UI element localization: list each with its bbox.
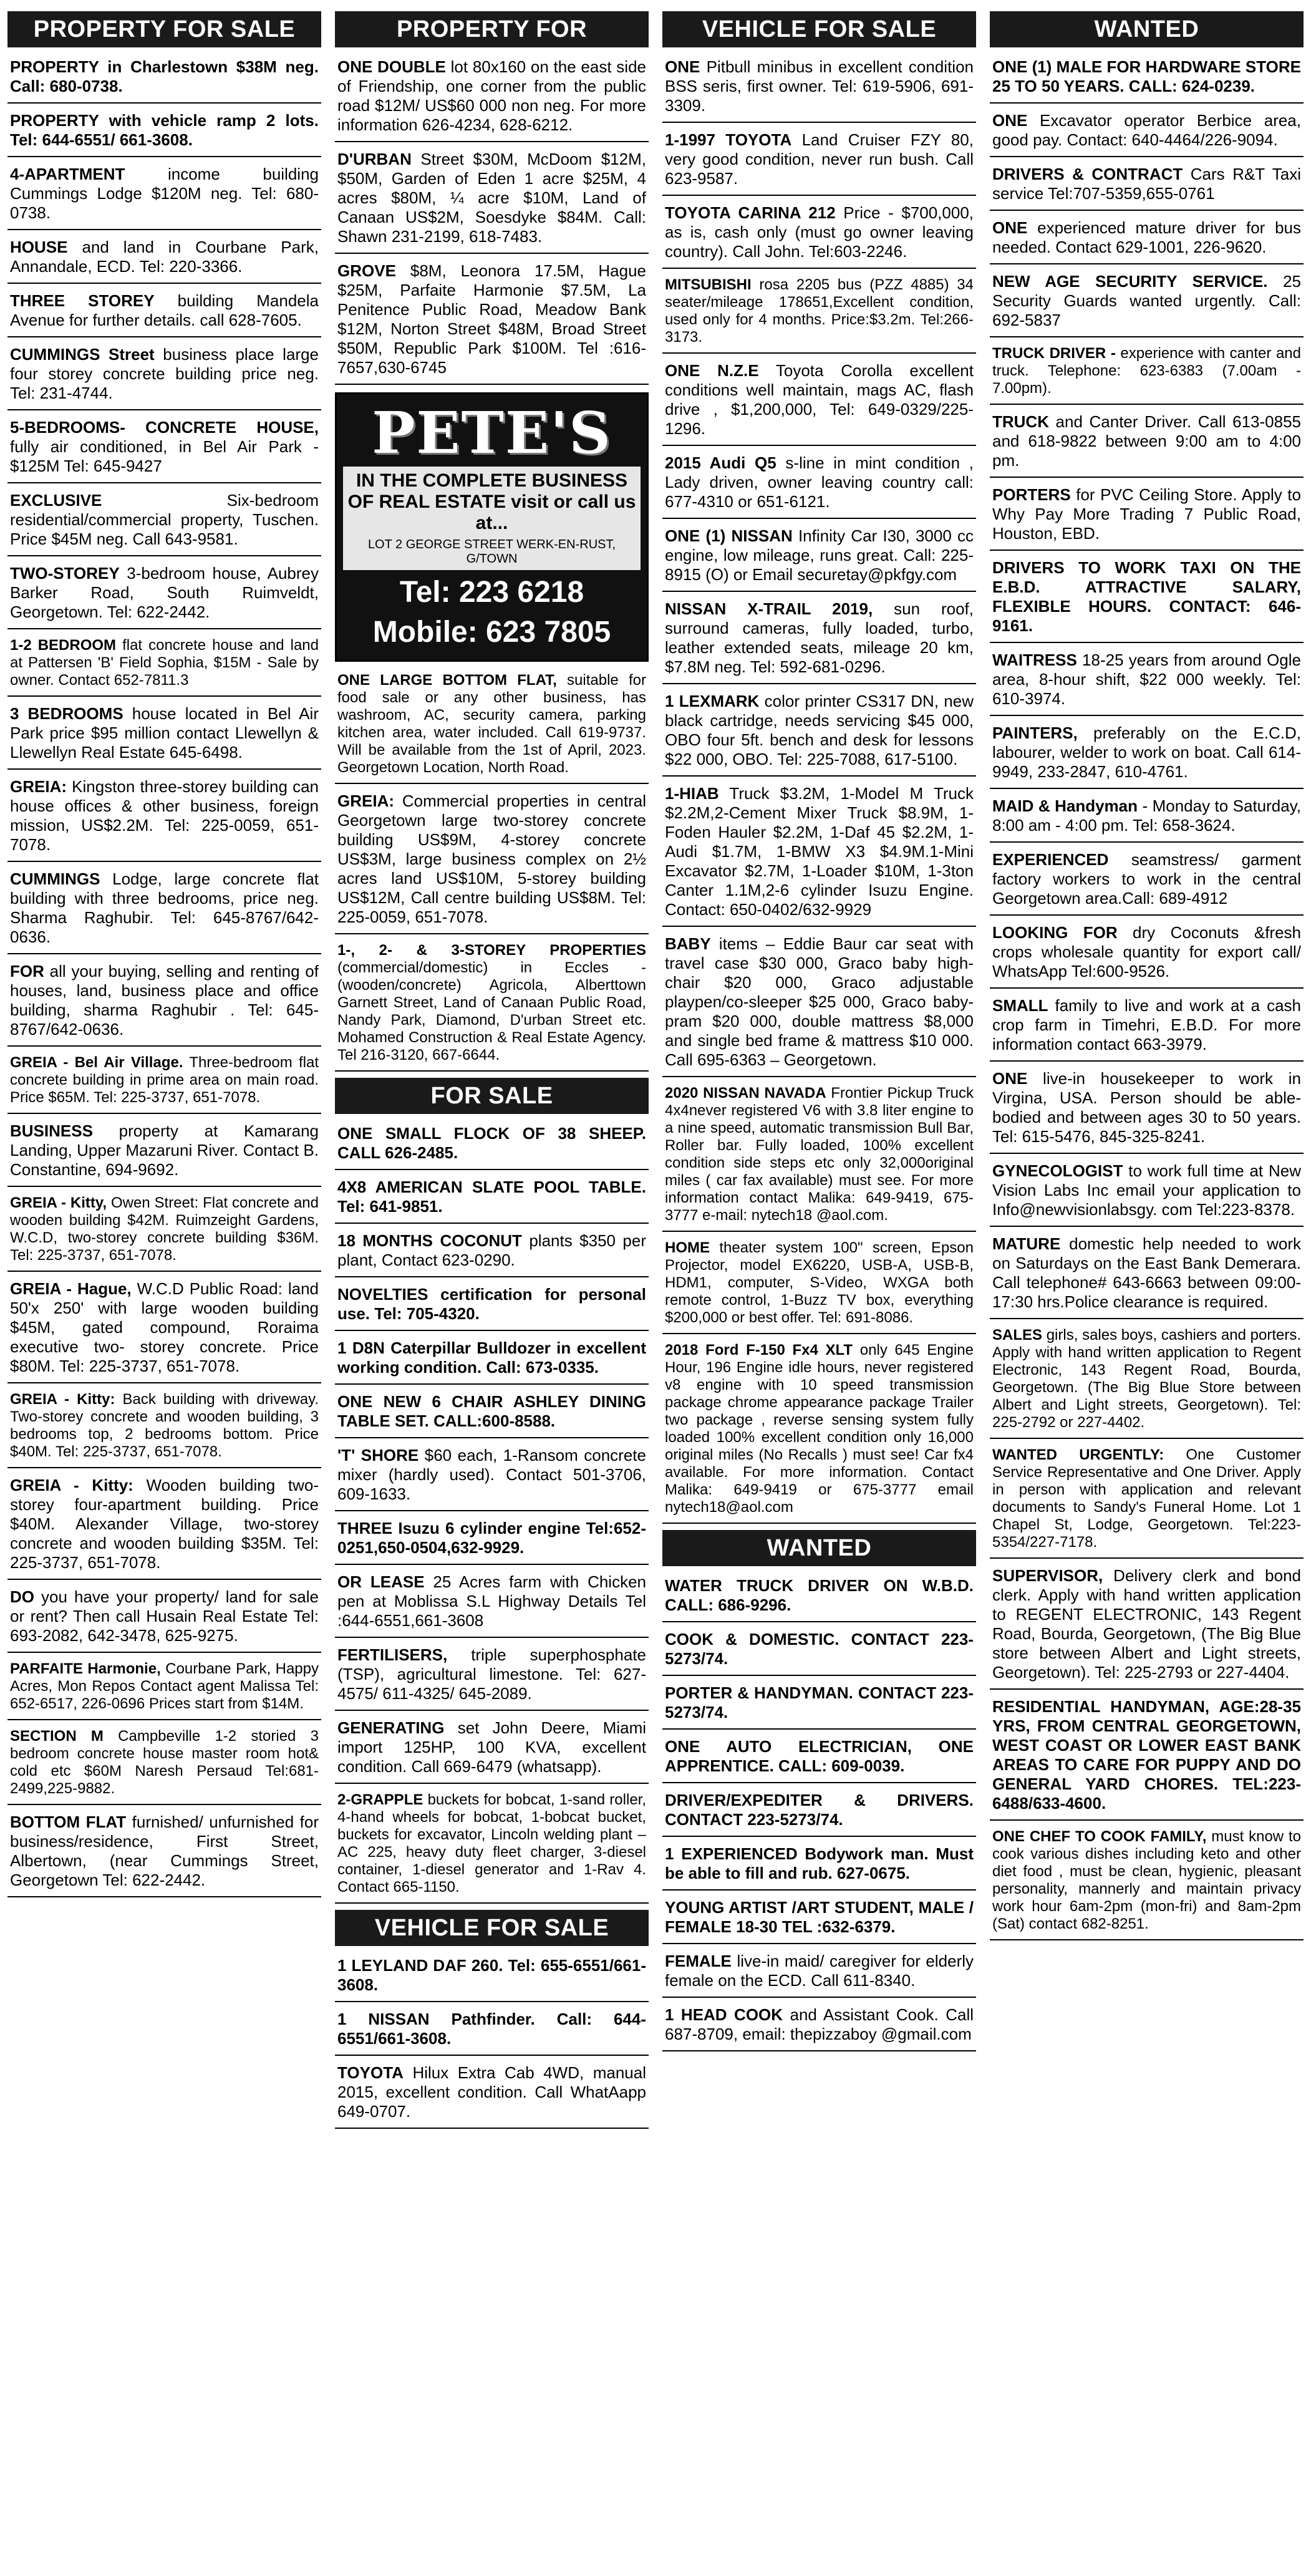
classified-ad	[662, 1236, 976, 1334]
ad-body: preferably on the E.C.D, labourer, welder to work on boat. Call 614-9949, 233-2847, 610-4761.	[992, 724, 1301, 781]
classified-ad	[662, 1081, 976, 1232]
ad-body: Owen Street: Flat concrete and wooden building $42M. Ruimzeight Gardens, W.C.D, two-storey concrete building $36M. Tel: 225-3737, 651-7078.	[10, 1194, 319, 1264]
ad-body: color printer CS317 DN, new black cartridge, needs servicing $45 000, OBO four 5ft. bench and desk for lessons $22 000, OBO. Tel: 225-7088, 617-5100.	[665, 692, 974, 768]
ad-lead: 3 BEDROOMS	[10, 704, 123, 723]
ad-lead: 1 LEYLAND DAF 260. Tel: 655-6551/661-3608.	[337, 1956, 646, 1994]
classified-ad	[7, 1118, 321, 1187]
classified-ad	[662, 931, 976, 1077]
ad-body: Land Cruiser FZY 80, very good condition, never run bush. Call 623-9587.	[665, 130, 974, 188]
ad-body: (commercial/domestic) in Eccles - (wooden/concrete) Agricola, Alberttown Garnett Street, Land of Canaan Public Road, Nandy Park, Diamond, D'urban Street etc. Mohamed Construction & Real Estate Agency. Tel 216-3120, 667-6644.	[337, 959, 646, 1063]
ad-lead: ONE SMALL FLOCK OF 38 SHEEP. CALL 626-2485.	[337, 1124, 646, 1162]
ad-lead: 1 D8N Caterpillar Bulldozer in excellent working condition. Call: 673-0335.	[337, 1339, 646, 1377]
ad-body: 25 Security Guards wanted urgently. Call: 692-5837	[992, 272, 1301, 329]
ad-lead: WANTED URGENTLY:	[992, 1446, 1164, 1463]
ad-body: Hilux Extra Cab 4WD, manual 2015, excellent condition. Call WhatAapp 649-0707.	[337, 2063, 646, 2121]
classified-ad	[7, 773, 321, 862]
classified-ad	[662, 1787, 976, 1837]
ad-body: lot 80x160 on the east side of Friendship, one corner from the public road $12M/ US$60 000 non neg. For more information 626-4234, 628-6212.	[337, 57, 647, 134]
ad-body: Toyota Corolla excellent conditions well maintain, mags AC, flash drive , $1,200,000, Tel: 649-0329/225-1296.	[665, 361, 974, 438]
classified-ad	[662, 523, 976, 592]
classified-ad	[662, 1626, 976, 1676]
ad-lead: ONE (1) MALE FOR HARDWARE STORE 25 TO 50 YEARS. CALL: 624-0239.	[992, 57, 1301, 95]
ad-lead: 'T' SHORE	[337, 1446, 419, 1465]
classified-ad	[335, 1569, 649, 1638]
classified-ad	[335, 258, 649, 385]
classified-ad	[7, 1050, 321, 1114]
ad-lead: BABY	[665, 934, 711, 953]
ad-body: theater system 100" screen, Epson Projector, model EX6220, USB-A, USB-B, HDM1, computer, S-Video, WXGA both remote control, 1-Buzz TV box, everything $200,000 or best offer. Tel: 691-8086.	[665, 1239, 974, 1326]
classified-ad	[662, 450, 976, 519]
ad-body: seamstress/ garment factory workers to work in the central Georgetown area.Call: 689-4912	[992, 850, 1301, 908]
classified-ad	[7, 866, 321, 954]
section-header: VEHICLE FOR SALE	[662, 11, 976, 47]
ad-body: and Assistant Cook. Call 687-8709, email: thepizzaboy @gmail.com	[665, 2005, 974, 2043]
section-header: PROPERTY FOR	[335, 11, 649, 47]
classified-ad	[990, 1443, 1304, 1559]
classified-ad	[335, 1120, 649, 1170]
ad-body: Price - $700,000, as is, cash only (must go owner leaving country). Call John. Tel:603-2246.	[665, 203, 974, 261]
ad-lead: NISSAN X-TRAIL 2019,	[665, 599, 873, 618]
classified-ad	[7, 1809, 321, 1897]
ad-body: experience with canter and truck. Telephone: 623-6383 (7.00am - 7.00pm).	[992, 345, 1301, 397]
classified-ad	[335, 2006, 649, 2056]
ad-body: $8M, Leonora 17.5M, Hague $25M, Parfaite Harmonie $7.5M, La Penitence Public Road, Meadow Bank $12M, Norton Street $48M, Broad Street $50M, Republic Park $100M. Tel :616-7657,630-6745	[337, 261, 646, 377]
classified-ad	[7, 958, 321, 1047]
ad-lead: YOUNG ARTIST /ART STUDENT, MALE / FEMALE 18-30 TEL :632-6379.	[665, 1898, 974, 1936]
classified-ad	[335, 2060, 649, 2129]
ad-body: Truck $3.2M, 1-Model M Truck $2.2M,2-Cement Mixer Truck $8.9M, 1-Foden Hauler $2.2M, 1-Daf 45 $2.2M, 1-Audi $1.7M, 1-BMW X3 $4.9M.1-Mini Excavator $2.7M, 1-Loader $10M, 1-3ton Canter 1.1M,2-6 cylinder Isuzu Engine. Contact: 650-0402/632-9929	[665, 784, 974, 919]
ad-lead: GREIA - Kitty:	[10, 1476, 133, 1494]
ad-body: Cars R&T Taxi service Tel:707-5359,655-0761	[992, 165, 1301, 203]
ad-lead: BUSINESS	[10, 1121, 93, 1140]
ad-lead: 1-HIAB	[665, 784, 719, 803]
ad-body: flat concrete house and land at Pattersen 'B' Field Sophia, $15M - Sale by owner. Contact 652-7811.3	[10, 637, 319, 689]
ad-lead: GROVE	[337, 261, 396, 280]
column-3	[662, 9, 976, 2576]
classified-ad	[990, 919, 1304, 989]
section-header: WANTED	[662, 1530, 976, 1566]
ad-body: 18-25 years from around Ogle area, 8-hour shift, $22 000 weekly. Tel: 610-3974.	[992, 651, 1301, 708]
ad-lead: GREIA - Hague,	[10, 1279, 132, 1298]
ad-body: fully air conditioned, in Bel Air Park - $125M Tel: 645-9427	[10, 437, 319, 475]
ad-lead: OR LEASE	[337, 1572, 425, 1591]
classified-ad	[662, 54, 976, 123]
ad-lead: DO	[10, 1587, 34, 1606]
ad-lead: ONE	[665, 57, 700, 76]
classified-ad	[335, 1952, 649, 2002]
ad-lead: 1 LEXMARK	[665, 692, 760, 710]
ad-lead: PORTERS	[992, 485, 1071, 504]
ad-body: items – Eddie Baur car seat with travel case $30 000, Graco baby high-chair $20 000, Graco adjustable playpen/co-sleeper $25 000, Graco baby-pram $20 000, double mattress $8,000 and single bed frame & mattress $10 000. Call 695-6363 – Georgetown.	[665, 934, 974, 1069]
classified-ad	[335, 1227, 649, 1277]
ad-body: dry Coconuts &fresh crops wholesale quantity for export call/ WhatsApp Tel:600-9526.	[992, 923, 1301, 981]
ad-body: only 645 Engine Hour, 196 Engine idle hours, never registered v8 engine with 10 speed transmission package chrome appearance package Trailer two package , reverse sensing system fully loaded 100% excellent condition only 16,000 original miles (No Recalls ) must see! Car fx4 available. For more information. Contact Malika: 649-9419 or 675-3777 email nytech18@aol.com	[665, 1342, 974, 1516]
ad-lead: FEMALE	[665, 1952, 732, 1970]
classified-ad	[7, 107, 321, 157]
ad-lead: LOOKING FOR	[992, 923, 1118, 942]
ad-lead: ONE	[992, 218, 1028, 237]
ad-lead: D'URBAN	[337, 150, 412, 168]
ad-lead: MITSUBISHI	[665, 276, 752, 293]
classified-ad	[990, 54, 1304, 104]
ad-body: set John Deere, Miami import 125HP, 100 KVA, excellent condition. Call 669-6479 (whatsapp).	[337, 1718, 646, 1776]
ad-lead: NOVELTIES certification for personal use. Tel: 705-4320.	[337, 1285, 646, 1323]
ad-lead: PORTER & HANDYMAN. CONTACT 223-5273/74.	[665, 1683, 974, 1721]
section-header: PROPERTY FOR SALE	[7, 11, 321, 47]
logo-brand: PETE'S	[372, 399, 612, 467]
ad-lead: FOR	[10, 962, 44, 981]
ad-lead: SMALL	[992, 996, 1048, 1015]
classified-ad	[7, 1584, 321, 1653]
ad-lead: TWO-STOREY	[10, 564, 120, 583]
ad-lead: MAID & Handyman	[992, 797, 1138, 815]
ad-body: live-in maid/ caregiver for elderly female on the ECD. Call 611-8340.	[665, 1952, 974, 1990]
classified-ad	[335, 1388, 649, 1438]
classified-ad	[335, 146, 649, 254]
ad-body: Pitbull minibus in excellent condition BSS seris, first owner. Tel: 619-5906, 691-3309.	[665, 57, 974, 115]
ad-body: girls, sales boys, cashiers and porters. Apply with hand written application to Regent Electronic, 143 Regent Road, Bourda, Georgetown. (The Big Blue Store between Albert and Light streets, Georgetown). Tel: 225-2792 or 227-4402.	[992, 1327, 1301, 1431]
ad-body: and Canter Driver. Call 613-0855 and 618-9822 between 9:00 am to 4:00 pm.	[992, 412, 1301, 470]
ad-body: plants $350 per plant, Contact 623-0290.	[337, 1231, 646, 1269]
ad-body: Infinity Car I30, 3000 cc engine, low mileage, runs great. Call: 225-8915 (O) or Email securetay@pkfgy.com	[665, 526, 974, 584]
ad-lead: 2018 Ford F-150 Fx4 XLT	[665, 1342, 853, 1358]
ad-body: income building Cummings Lodge $120M neg. Tel: 680-0738.	[10, 165, 319, 222]
classified-ad	[662, 1338, 976, 1524]
ad-lead: GREIA - Kitty,	[10, 1194, 107, 1211]
ad-lead: BOTTOM FLAT	[10, 1813, 127, 1831]
ad-body: Delivery clerk and bond clerk. Apply with hand written application to REGENT ELECTRONIC, 143 Regent Road, Bourda, Georgetown, (The Big Blue store between Albert and Light streets, Georgetown). Tel: 225-2793 or 227-4404.	[992, 1566, 1301, 1682]
ad-lead: CUMMINGS Street	[10, 345, 155, 364]
classified-ad	[990, 161, 1304, 211]
classified-ad	[990, 409, 1304, 478]
ad-body: 3-bedroom house, Aubrey Barker Road, South Ruimveldt, Georgetown. Tel: 622-2442.	[10, 564, 319, 621]
ad-lead: ONE	[992, 111, 1028, 130]
ad-lead: ONE	[992, 1069, 1028, 1088]
ad-body: to work full time at New Vision Labs Inc email your application to Info@newvisionlabsgy. com Tel:223-8378.	[992, 1161, 1301, 1219]
classified-ad	[335, 788, 649, 934]
classified-ad	[7, 288, 321, 337]
ad-lead: NEW AGE SECURITY SERVICE.	[992, 272, 1268, 291]
ad-body: property at Kamarang Landing, Upper Mazaruni River. Contact B. Constantine, 694-9692.	[10, 1121, 319, 1179]
classified-ad	[990, 268, 1304, 337]
ad-body: - Monday to Saturday, 8:00 am - 4:00 pm. Tel: 658-3624.	[992, 797, 1302, 835]
classified-ad	[335, 1515, 649, 1565]
ad-lead: TOYOTA CARINA 212	[665, 203, 836, 222]
logo-mobile: Mobile: 623 7805	[372, 616, 611, 649]
classified-ad	[335, 1281, 649, 1331]
ad-lead: 5-BEDROOMS- CONCRETE HOUSE,	[10, 418, 319, 437]
ad-body: $60 each, 1-Ransom concrete mixer (hardly used). Contact 501-3706, 609-1633.	[337, 1446, 646, 1503]
ad-lead: THREE Isuzu 6 cylinder engine Tel:652-0251,650-0504,632-9929.	[337, 1519, 646, 1557]
classified-ad	[7, 54, 321, 104]
section-header: WANTED	[990, 11, 1304, 47]
column-4	[990, 9, 1304, 2576]
classified-ad	[990, 341, 1304, 405]
ad-body: business place large four storey concrete building price neg. Tel: 231-4744.	[10, 345, 319, 402]
ad-body: Six-bedroom residential/commercial property, Tuschen. Price $45M neg. Call 643-9581.	[10, 491, 319, 548]
ad-lead: 2-GRAPPLE	[337, 1791, 423, 1808]
logo-address: LOT 2 GEORGE STREET WERK-EN-RUST, G/TOWN	[343, 538, 641, 570]
classified-ad	[335, 668, 649, 784]
ad-lead: 1-, 2- & 3-STOREY PROPERTIES	[337, 942, 646, 959]
ad-body: Lodge, large concrete flat building with three bedrooms, price neg. Sharma Raghubir. Tel: 645-8767/642-0636.	[10, 869, 319, 946]
logo-telephone: Tel: 223 6218	[399, 576, 584, 609]
classified-ad	[990, 720, 1304, 789]
classified-ad	[990, 482, 1304, 551]
ad-body: W.C.D Public Road: land 50'x 250' with large wooden building $45M, gated compound, Roraima executive two- storey concrete. Price $80M. Tel: 225-3737, 651-7078.	[10, 1279, 319, 1375]
classified-ad	[662, 688, 976, 777]
classified-ad	[662, 780, 976, 927]
ad-lead: TOYOTA	[337, 2063, 404, 2082]
ad-body: Campbeville 1-2 storied 3 bedroom concrete house master room hot& cold etc $60M Naresh Persaud Tel:681-2499,225-9882.	[10, 1728, 319, 1797]
ad-body: for PVC Ceiling Store. Apply to Why Pay More Trading 7 Public Road, Houston, EBD.	[992, 485, 1301, 543]
ad-lead: GREIA - Kitty:	[10, 1391, 115, 1408]
classified-ad	[990, 1158, 1304, 1227]
ad-body: Excavator operator Berbice area, good pay. Contact: 640-4464/226-9094.	[992, 111, 1301, 149]
ad-lead: MATURE	[992, 1234, 1061, 1253]
petes-real-estate-logo	[335, 392, 649, 662]
ad-body: furnished/ unfurnished for business/residence, First Street, Albertown, (near Cummings Street, Georgetown Tel: 622-2442.	[10, 1813, 319, 1889]
ad-lead: ONE NEW 6 CHAIR ASHLEY DINING TABLE SET. CALL:600-8588.	[337, 1392, 646, 1430]
ad-lead: SUPERVISOR,	[992, 1566, 1103, 1585]
ad-body: triple superphosphate (TSP), agricultural limestone. Tel: 627-4575/ 611-4325/ 645-2089.	[337, 1645, 646, 1703]
ad-body: rosa 2205 bus (PZZ 4885) 34 seater/mileage 178651,Excellent condition, used only for 4 months. Price:$3.2m. Tel:266-3173.	[665, 276, 974, 346]
classified-ad	[335, 1174, 649, 1224]
classified-ad	[7, 414, 321, 483]
ad-body: you have your property/ land for sale or rent? Then call Husain Real Estate Tel: 693-2082, 642-3478, 625-9275.	[10, 1587, 319, 1645]
ad-lead: SECTION M	[10, 1728, 104, 1745]
ad-body: Street $30M, McDoom $12M, $50M, Garden of Eden 1 acre $25M, 4 acres $80M, ¼ acre $10M, Land of Canaan US$2M, Soesdyke $84M. Call: Shawn 231-2199, 618-7483.	[337, 150, 646, 246]
classified-ad	[662, 596, 976, 684]
ad-body: buckets for bobcat, 1-sand roller, 4-hand wheels for bobcat, 1-bobcat bucket, buckets for excavator, Lincoln welding plant – AC 225, heavy duty fleet charger, 3-diesel container, 1-diesel generator and 1-Rav 4. Contact 665-1150.	[337, 1791, 646, 1896]
ad-lead: 2015 Audi Q5	[665, 453, 776, 472]
ad-body: sun roof, surround cameras, fully loaded, turbo, leather extended seats, mileage 20 km, $7.8M neg. Tel: 592-681-0296.	[665, 599, 974, 676]
classified-ad	[990, 992, 1304, 1062]
ad-lead: DRIVERS TO WORK TAXI ON THE E.B.D. ATTRACTIVE SALARY, FLEXIBLE HOURS. CONTACT: 646-9161.	[992, 558, 1301, 635]
ad-body: must know to cook various dishes including keto and other diet food , must be clean, hygienic, pleasant personality, mannerly and maintain privacy work hour 6am-2pm (mon-fri) and 8am-2pm (Sat) contact 682-8251.	[992, 1828, 1301, 1932]
classified-ad	[335, 1442, 649, 1511]
ad-lead: WATER TRUCK DRIVER ON W.B.D. CALL: 686-9296.	[665, 1576, 974, 1614]
ad-body: One Customer Service Representative and One Driver. Apply in person with application and relevant documents to Sandy's Funeral Home. Lot 1 Chapel St, Lodge, Georgetown. Tel:223-5354/227-7178.	[992, 1446, 1301, 1551]
classified-ad	[990, 1231, 1304, 1319]
classified-ad	[990, 1824, 1304, 1940]
ad-lead: 4-APARTMENT	[10, 165, 125, 183]
ad-lead: ONE LARGE BOTTOM FLAT,	[337, 672, 557, 689]
ad-lead: SALES	[992, 1327, 1043, 1344]
classified-ad	[7, 633, 321, 697]
ad-lead: GREIA:	[337, 792, 394, 810]
ad-lead: THREE STOREY	[10, 291, 155, 310]
ad-body: s-line in mint condition , Lady driven, owner leaving country call: 677-4310 or 651-6121.	[665, 453, 974, 511]
classified-ad	[990, 554, 1304, 643]
ad-lead: 18 MONTHS COCONUT	[337, 1231, 522, 1250]
ad-body: family to live and work at a cash crop farm in Timehri, E.B.D. For more information contact 663-3979.	[992, 996, 1301, 1053]
classified-ad	[335, 1642, 649, 1711]
ad-lead: HOME	[665, 1239, 710, 1256]
ad-body: Kingston three-storey building can house offices & other business, foreign mission, US$2.2M. Tel: 225-0059, 651-7078.	[10, 777, 319, 854]
classified-ad	[990, 1693, 1304, 1821]
classified-ad	[335, 1335, 649, 1385]
classified-ad	[662, 1680, 976, 1730]
classified-ad	[7, 560, 321, 629]
ad-body: domestic help needed to work on Saturdays on the East Bank Demerara. Call telephone# 643-6663 between 09:00- 17:30 hrs.Police clearance is required.	[992, 1234, 1301, 1311]
ad-lead: PROPERTY with vehicle ramp 2 lots. Tel: 644-6551/ 661-3608.	[10, 111, 319, 149]
classified-ad	[990, 215, 1304, 264]
classified-ad	[990, 1065, 1304, 1154]
ad-lead: COOK & DOMESTIC. CONTACT 223-5273/74.	[665, 1630, 974, 1668]
ad-lead: 1-1997 TOYOTA	[665, 130, 792, 149]
ad-lead: PROPERTY in Charlestown $38M neg. Call: 680-0738.	[10, 57, 319, 95]
ad-body: house located in Bel Air Park price $95 million contact Llewellyn & Llewellyn Real Estate 645-6498.	[10, 704, 319, 762]
classified-ad	[662, 2002, 976, 2051]
ad-body: building Mandela Avenue for further details. call 628-7605.	[10, 291, 319, 329]
ad-lead: EXCLUSIVE	[10, 491, 102, 510]
classified-ad	[335, 1715, 649, 1784]
classified-ad	[990, 647, 1304, 716]
ad-lead: RESIDENTIAL HANDYMAN, AGE:28-35 YRS, FROM CENTRAL GEORGETOWN, WEST COAST OR LOWER EAST BANK AREAS TO CARE FOR PUPPY AND DO GENERAL YARD CHORES. TEL:223-6488/633-4600.	[992, 1697, 1301, 1813]
classified-ad	[662, 1733, 976, 1783]
ad-lead: ONE (1) NISSAN	[665, 526, 793, 545]
classified-ad	[7, 1472, 321, 1580]
ad-lead: ONE N.Z.E	[665, 361, 759, 380]
ad-body: Frontier Pickup Truck 4x4never registered V6 with 3.8 liter engine to a nine speed, automatic transmission Bull Bar, Roller bar. Fully loaded, 100% excellent condition side steps etc only 32,000original miles ( car fax available) must see. For more information contact Malika: 649-9419, 675-3777 e-mail: nytech18 @aol.com.	[665, 1085, 974, 1224]
classified-ad	[7, 234, 321, 284]
classified-ad	[990, 1323, 1304, 1439]
ad-lead: 1 NISSAN Pathfinder. Call: 644-6551/661-3608.	[337, 2010, 646, 2048]
classified-ad	[662, 200, 976, 269]
classified-ad	[7, 1387, 321, 1468]
classified-ad	[662, 1948, 976, 1998]
ad-body: 25 Acres farm with Chicken pen at Moblissa S.L Highway Details Tel :644-6551,661-3608	[337, 1572, 646, 1630]
classified-ad	[662, 1894, 976, 1944]
ad-body: Three-bedroom flat concrete building in prime area on main road. Price $65M. Tel: 225-3737, 651-7078.	[10, 1054, 319, 1106]
ad-lead: FERTILISERS,	[337, 1645, 448, 1664]
ad-lead: GYNECOLOGIST	[992, 1161, 1123, 1180]
section-header: FOR SALE	[335, 1078, 649, 1114]
ad-lead: EXPERIENCED	[992, 850, 1109, 869]
ad-lead: 4X8 AMERICAN SLATE POOL TABLE. Tel: 641-9851.	[337, 1178, 646, 1216]
ad-lead: ONE CHEF TO COOK FAMILY,	[992, 1828, 1207, 1845]
ad-lead: 1 EXPERIENCED Bodywork man. Must be able to fill and rub. 627-0675.	[665, 1844, 974, 1882]
classified-ad	[7, 1276, 321, 1383]
classified-ad	[7, 1724, 321, 1805]
ad-lead: 1-2 BEDROOM	[10, 637, 117, 654]
ad-lead: GREIA:	[10, 777, 67, 796]
ad-lead: ONE DOUBLE	[337, 57, 446, 76]
ad-body: Back building with driveway. Two-storey concrete and wooden building, 3 bedrooms top, 2 bedrooms bottom. Price $40M. Tel: 225-3737, 651-7078.	[10, 1391, 319, 1460]
classified-ad	[662, 1572, 976, 1622]
ad-lead: PARFAITE Harmonie,	[10, 1660, 161, 1677]
ad-body: Courbane Park, Happy Acres, Mon Repos Contact agent Malissa Tel: 652-6517, 226-0696 Prices start from $14M.	[10, 1660, 319, 1712]
ad-lead: 1 HEAD COOK	[665, 2005, 783, 2024]
ad-lead: GREIA - Bel Air Village.	[10, 1054, 183, 1071]
ad-lead: TRUCK DRIVER -	[992, 345, 1116, 362]
classified-ad	[662, 1841, 976, 1891]
ad-body: experienced mature driver for bus needed. Contact 629-1001, 226-9620.	[992, 218, 1301, 256]
classified-ad	[662, 127, 976, 196]
logo-tagline: IN THE COMPLETE BUSINESS OF REAL ESTATE visit or call us at...	[343, 467, 641, 538]
classified-ad	[662, 273, 976, 354]
ad-lead: CUMMINGS	[10, 869, 100, 888]
ad-body: live-in housekeeper to work in Virgina, USA. Person should be able-bodied and between ages 30 to 50 years. Tel: 615-5476, 845-325-8241.	[992, 1069, 1301, 1146]
ad-body: and land in Courbane Park, Annandale, ECD. Tel: 220-3366.	[10, 238, 319, 276]
ad-body: all your buying, selling and renting of houses, land, business place and office building, sharma Raghubir . Tel: 645-8767/642-0636.	[10, 962, 319, 1039]
column-2	[335, 9, 649, 2576]
classified-ad	[7, 1191, 321, 1272]
ad-lead: HOUSE	[10, 238, 68, 256]
classified-ad	[662, 357, 976, 446]
column-1	[7, 9, 321, 2576]
ad-lead: DRIVER/EXPEDITER & DRIVERS. CONTACT 223-5273/74.	[665, 1791, 974, 1829]
ad-lead: PAINTERS,	[992, 724, 1078, 742]
ad-body: suitable for food sale or any other business, has washroom, AC, security camera, parking kitchen area, water included. Call 619-9737. Will be available from the 1st of April, 2023. Georgetown Location, North Road.	[337, 672, 646, 776]
ad-lead: 2020 NISSAN NAVADA	[665, 1085, 826, 1102]
classified-ad	[7, 487, 321, 556]
classified-ad	[7, 1657, 321, 1720]
classified-ad	[990, 793, 1304, 843]
classified-ad	[335, 1788, 649, 1904]
ad-lead: TRUCK	[992, 412, 1049, 431]
classified-ad	[990, 1562, 1304, 1690]
classified-ad	[335, 938, 649, 1072]
classified-ad	[335, 54, 649, 142]
ad-lead: GENERATING	[337, 1718, 445, 1737]
classified-ad	[990, 107, 1304, 157]
classified-ad	[7, 700, 321, 770]
ad-body: Wooden building two-storey four-apartment building. Price $40M. Alexander Village, two-storey concrete and wooden building $35M. Tel: 225-3737, 651-7078.	[10, 1476, 319, 1572]
classified-ad	[990, 846, 1304, 916]
ad-lead: DRIVERS & CONTRACT	[992, 165, 1183, 183]
classified-ad	[7, 341, 321, 410]
ad-body: Commercial properties in central Georgetown large two-storey concrete building US$9M, 4-storey concrete US$3M, large business complex on 2½ acres land US$10M, 5-storey building US$12M, Call centre building US$8M. Tel: 225-0059, 651-7078.	[337, 792, 646, 926]
section-header: VEHICLE FOR SALE	[335, 1910, 649, 1946]
classified-ad	[7, 161, 321, 230]
ad-lead: WAITRESS	[992, 651, 1077, 669]
ad-lead: ONE AUTO ELECTRICIAN, ONE APPRENTICE. CALL: 609-0039.	[665, 1737, 974, 1775]
